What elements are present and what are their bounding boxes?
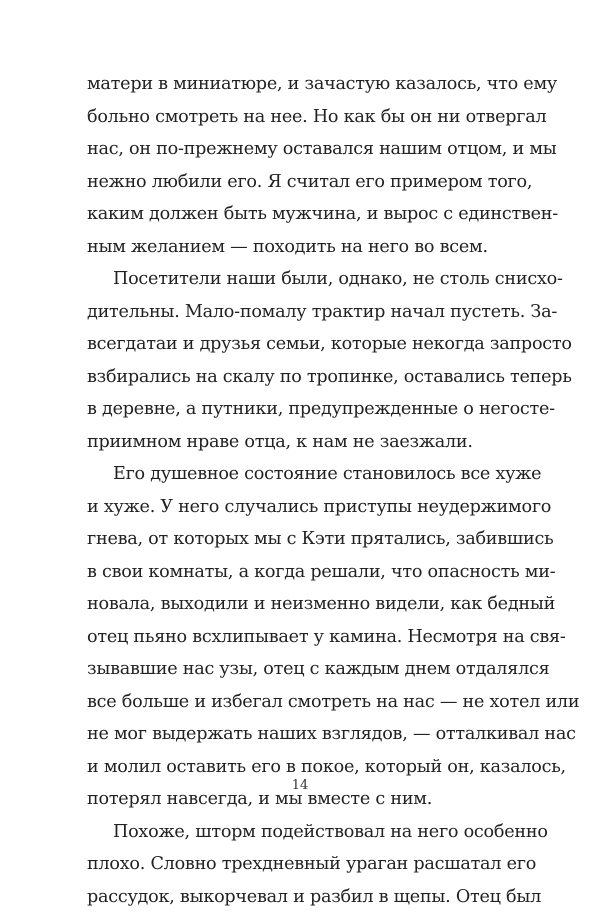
- text-line: все больше и избегал смотреть на нас — не хотел или: [87, 686, 514, 719]
- text-line: отец пьяно всхлипывает у камина. Несмотря на свя-: [87, 621, 514, 654]
- text-line: в деревне, а путники, предупрежденные о негосте-: [87, 393, 514, 426]
- text-line: нежно любили его. Я считал его примером того,: [87, 166, 514, 199]
- text-line: в свои комнаты, а когда решали, что опасность ми-: [87, 556, 514, 589]
- text-line: приимном нраве отца, к нам не заезжали.: [87, 426, 514, 459]
- text-line: каким должен быть мужчина, и вырос с единствен-: [87, 198, 514, 231]
- text-line: гнева, от которых мы с Кэти прятались, забившись: [87, 523, 514, 556]
- text-line: всегдатаи и друзья семьи, которые некогда запросто: [87, 328, 514, 361]
- text-line: взбирались на скалу по тропинке, оставались теперь: [87, 361, 514, 394]
- text-line: нас, он по-прежнему оставался нашим отцом, и мы: [87, 133, 514, 166]
- text-line: зывавшие нас узы, отец с каждым днем отдалялся: [87, 653, 514, 686]
- text-line: дительны. Мало-помалу трактир начал пустеть. За-: [87, 296, 514, 329]
- text-line: потерял навсегда, и мы вместе с ним.: [87, 783, 514, 816]
- text-line: рассудок, выкорчевал и разбил в щепы. Отец был: [87, 881, 514, 913]
- text-line: Похоже, шторм подействовал на него особенно: [87, 816, 514, 849]
- text-line: и молил оставить его в покое, который он, казалось,: [87, 751, 514, 784]
- text-line: плохо. Словно трехдневный ураган расшатал его: [87, 848, 514, 881]
- text-line: и хуже. У него случались приступы неудержимого: [87, 491, 514, 524]
- page-number: 14: [0, 778, 600, 794]
- text-line: Его душевное состояние становилось все хуже: [87, 458, 514, 491]
- text-line: матери в миниатюре, и зачастую казалось, что ему: [87, 68, 514, 101]
- text-line: не мог выдержать наших взглядов, — отталкивал нас: [87, 718, 514, 751]
- text-line: больно смотреть на нее. Но как бы он ни отвергал: [87, 101, 514, 134]
- text-line: новала, выходили и неизменно видели, как бедный: [87, 588, 514, 621]
- text-line: Посетители наши были, однако, не столь снисхо-: [87, 263, 514, 296]
- text-line: ным желанием — походить на него во всем.: [87, 231, 514, 264]
